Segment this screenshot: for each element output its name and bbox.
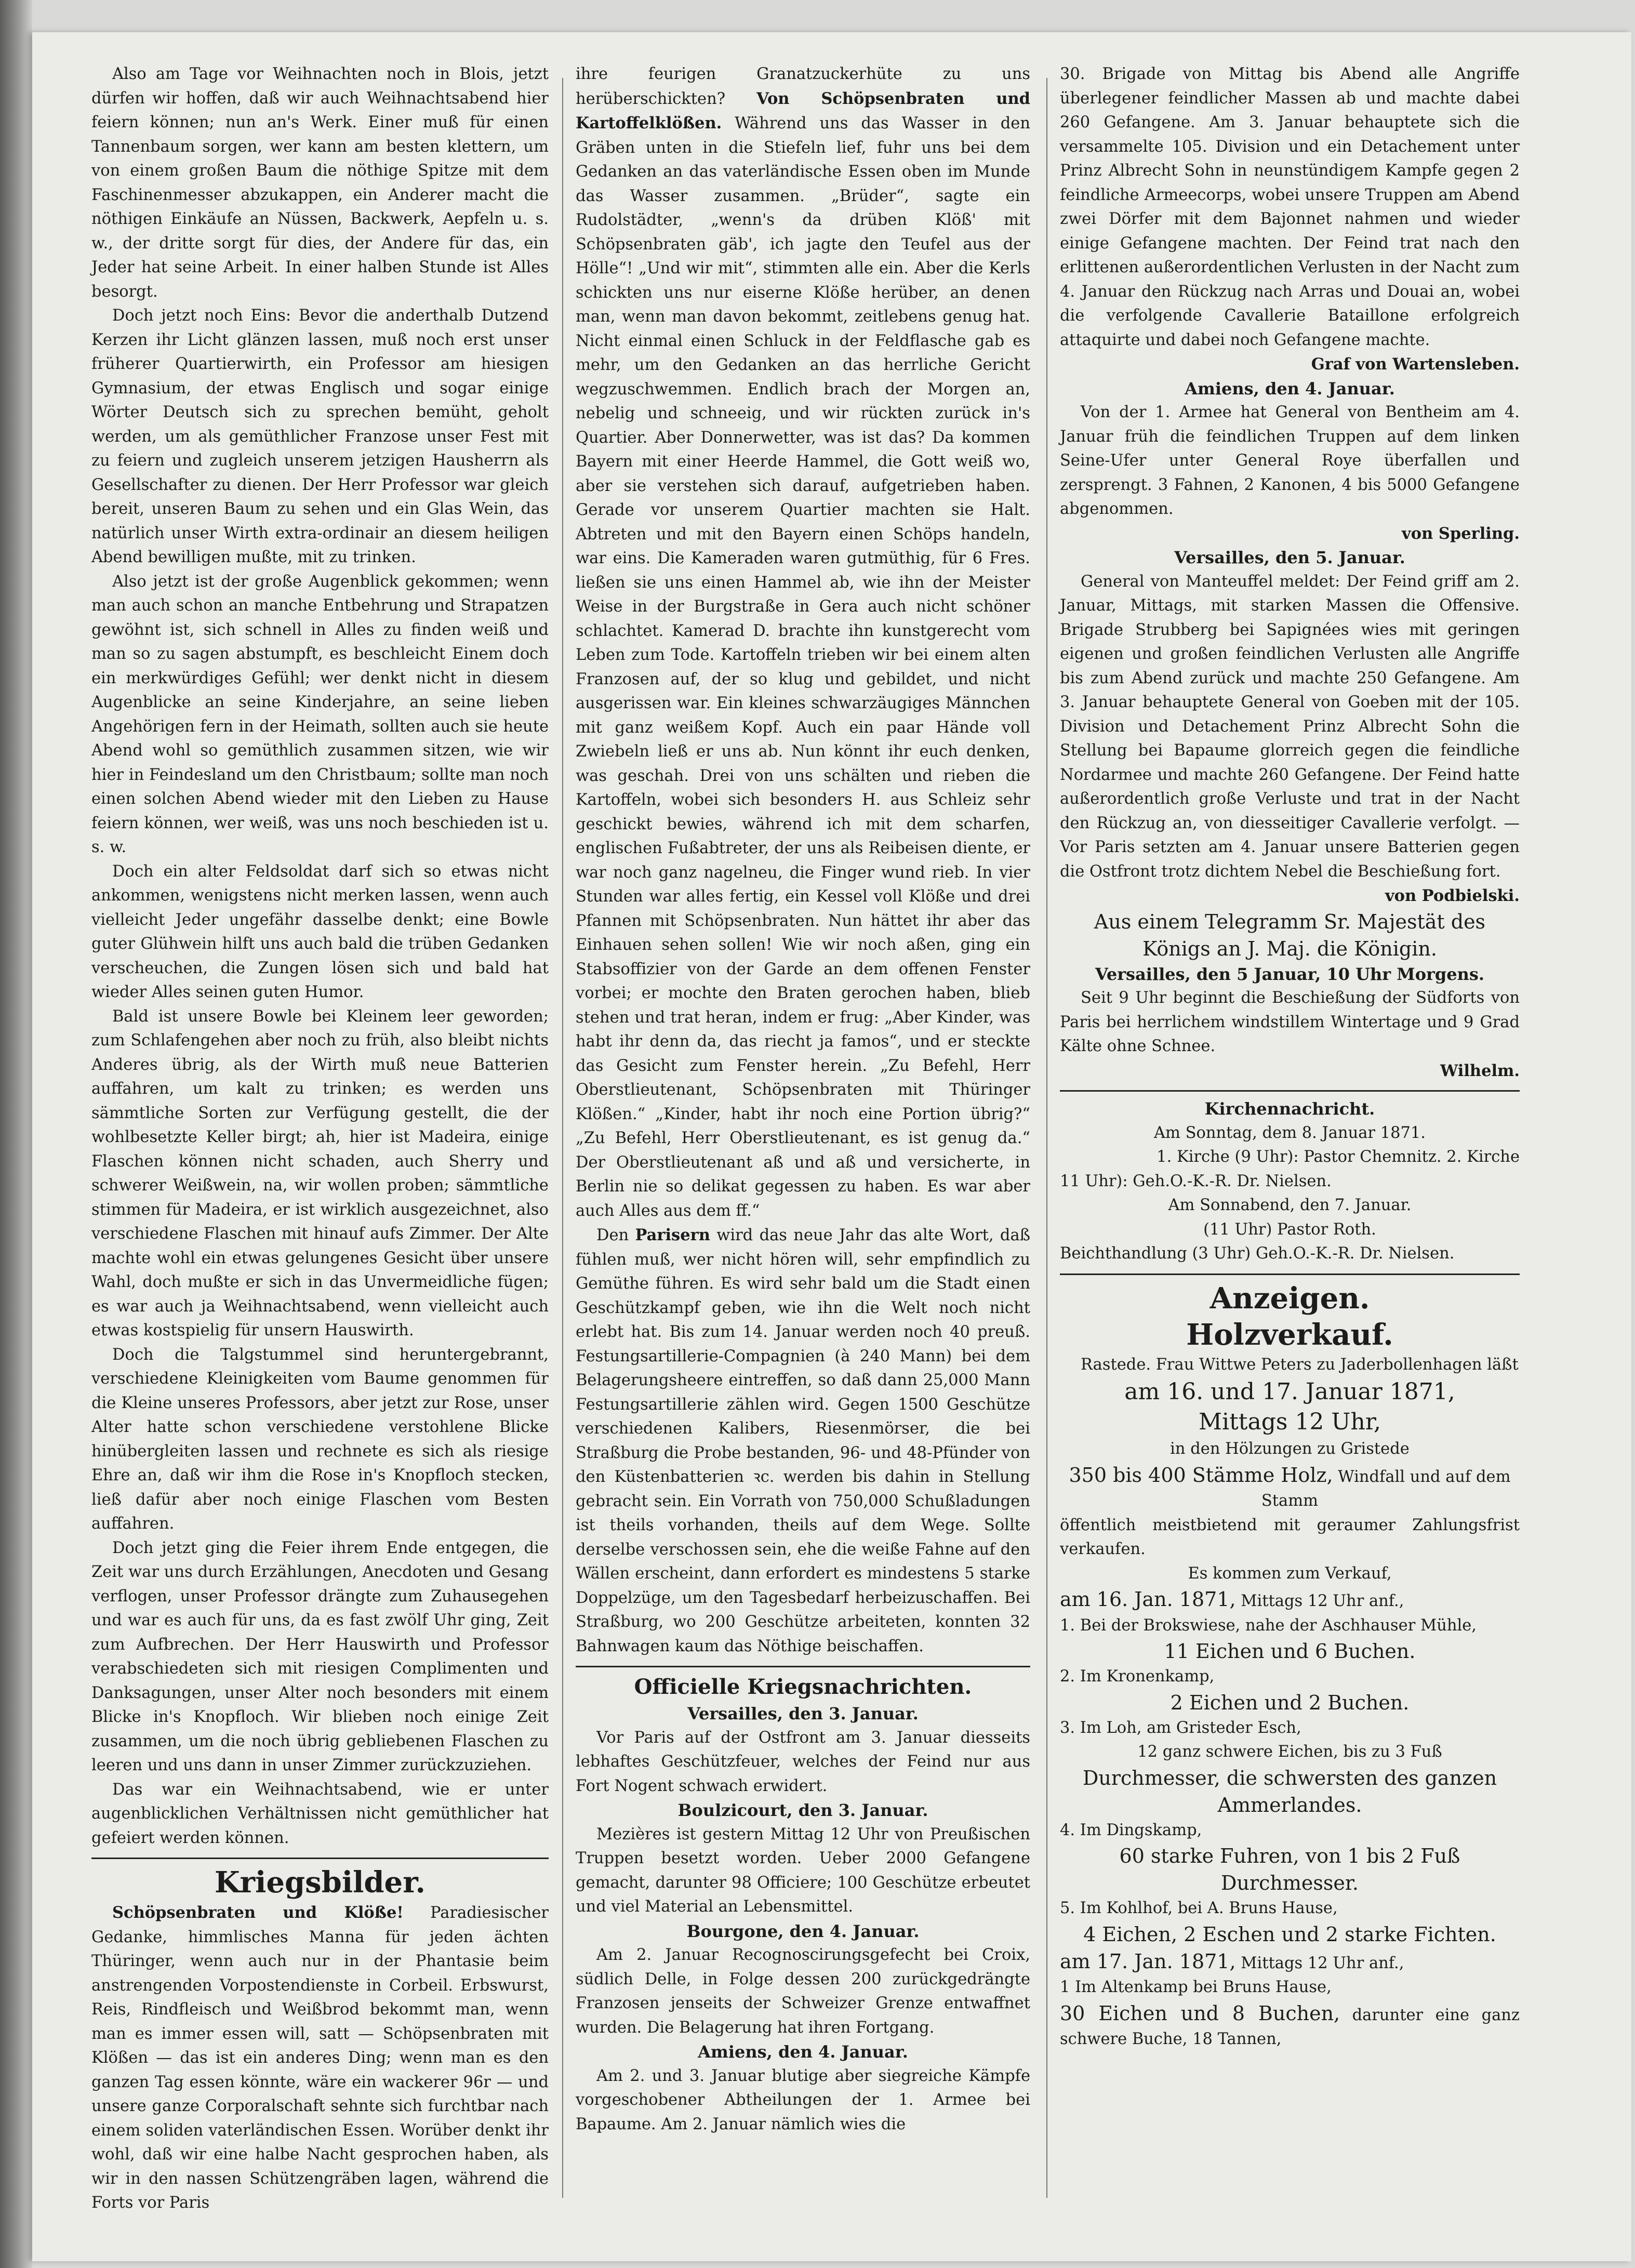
section-title-anzeigen: Anzeigen.: [1209, 1281, 1370, 1316]
ad-time: Mittags 12 Uhr,: [1198, 1409, 1381, 1435]
ad-item: 12 ganz schwere Eichen, bis zu 3 Fuß: [1137, 1743, 1442, 1761]
paragraph: Von der 1. Armee hat General von Bentheim am 4. Januar früh die feindlichen Truppen auf dem linken Seine-Ufer unter General Roye überfallen und zersprengt. 3 Fahnen, 2 Kanonen, 4 bis 5000 Gefangene abgenommen.: [1060, 403, 1520, 518]
paragraph: Doch die Talgstummel sind heruntergebrannt, verschiedene Kleinigkeiten vom Baume genommen für die Kleine unseres Professors, aber jetzt zur Rose, unser Alter hatte schon verschiedene verstohlene Blicke hinübergleiten lassen und rechnete es sich als riesige Ehre an, daß wir ihm die Rose in's Knopfloch stecken, ließ dafür aber noch einige Flaschen vom Besten auffahren.: [91, 1345, 549, 1533]
paragraph: 30. Brigade von Mittag bis Abend alle Angriffe überlegener feindlicher Massen ab und machte dabei 260 Gefangene. Am 3. Januar behauptete sich die versammelte 105. Division und ein Detachement unter Prinz Albrecht Sohn in neunstündigem Kampfe gegen 2 feindliche Armeecorps, wobei unsere Truppen am Abend zwei Dörfer mit dem Bajonnet nahmen und wieder einige Gefangene machten. Der Feind trat nach den erlittenen außerordentlichen Verlusten in der Nacht zum 4. Januar den Rückzug nach Arras und Douai an, wobei die verfolgende Cavallerie Bataillone erfolgreich attaquirte und dabei noch Gefangene machte.: [1060, 65, 1520, 349]
bold-phrase: Parisern: [635, 1226, 710, 1244]
church-line: 1. Kirche (9 Uhr): Pastor Chemnitz. 2. Kirche: [1157, 1148, 1520, 1166]
dateline: Amiens, den 4. Januar.: [1185, 378, 1395, 399]
ad-text: [1060, 1462, 1520, 1514]
section-title-official: Officielle Kriegsnachrichten.: [634, 1675, 972, 1699]
column-2: [576, 62, 1030, 2198]
section-divider: [576, 1666, 1030, 1667]
paragraph: [91, 1901, 549, 2216]
section-divider: [1060, 1090, 1520, 1092]
church-line: 11 Uhr): Geh.O.-K.-R. Dr. Nielsen.: [1060, 1172, 1332, 1190]
paragraph: Also am Tage vor Weihnachten noch in Blois, jetzt dürfen wir hoffen, daß wir auch Weihnachtsabend hier feiern können; nun an's Werk. Einer muß für einen Tannenbaum sorgen, wer kann am besten klettern, um von einem großen Baum die nöthige Spitze mit dem Faschinenmesser abzukappen, ein Anderer macht die nöthigen Einkäufe an Nüssen, Backwerk, Aepfeln u. s. w., der dritte sorgt für dies, der Andere für das, ein Jeder hat seine Arbeit. In einer halben Stunde ist Alles besorgt.: [91, 65, 549, 301]
column-1: [91, 62, 549, 2212]
ad-date: [1060, 1586, 1520, 1614]
ad-item-emphasis: 60 starke Fuhren, von 1 bis 2 Fuß Durchmesser.: [1119, 1845, 1460, 1894]
ad-date: [1060, 1948, 1520, 1976]
church-date: Am Sonntag, dem 8. Januar 1871.: [1154, 1123, 1426, 1142]
ad-text: Windfall und auf dem Stamm: [1261, 1467, 1511, 1510]
paragraph: Am 2. und 3. Januar blutige aber siegreiche Kämpfe vorgeschobener Abtheilungen der 1. Armee bei Bapaume. Am 2. Januar nämlich wies die: [576, 2066, 1030, 2133]
paragraph: [576, 62, 1030, 1223]
ad-emphasis: am 16. Jan. 1871,: [1060, 1588, 1236, 1611]
church-date: Am Sonnabend, den 7. Januar.: [1168, 1196, 1412, 1214]
church-label: Beichthandlung: [1060, 1244, 1187, 1263]
paragraph: Doch ein alter Feldsoldat darf sich so etwas nicht ankommen, wenigstens nicht merken lassen, wenn auch vielleicht Jeder ungefähr dasselbe denkt; eine Bowle guter Glühwein hilft uns auch bald die trüben Gedanken verscheuchen, die Zungen lösen sich und bald hat wieder Alles seinen guten Humor.: [91, 862, 549, 1001]
ad-item: 4. Im Dingskamp,: [1060, 1821, 1202, 1839]
ad-item: 1 Im Altenkamp bei Bruns Hause,: [1060, 1978, 1332, 1996]
ad-item-emphasis: Durchmesser, die schwersten des ganzen Ammerlandes.: [1082, 1766, 1497, 1816]
ad-text: Es kommen zum Verkauf,: [1188, 1564, 1392, 1583]
ad-text: öffentlich meistbietend mit geraumer Zahlungsfrist verkaufen.: [1060, 1516, 1520, 1558]
paragraph: [576, 1223, 1030, 1659]
signature: Graf von Wartensleben.: [1311, 355, 1520, 374]
ad-text: Mittags 12 Uhr anf.,: [1235, 1954, 1404, 1972]
ad-emphasis: 30 Eichen und 8 Buchen,: [1060, 2001, 1340, 2025]
bold-phrase: Von Schöpsenbraten und Kartoffelklößen.: [576, 89, 1030, 132]
ad-item-emphasis: 4 Eichen, 2 Eschen und 2 starke Fichten.: [1083, 1922, 1496, 1946]
paragraph: Also jetzt ist der große Augenblick gekommen; wenn man auch schon an manche Entbehrung und Strapatzen gewöhnt ist, sich schnell in Alles zu finden weiß und man so zu sagen abstumpft, es beschleicht Einem doch ein merkwürdiges Gefühl; wer denkt nicht in diesem Augenblicke an seine Kinderjahre, an seine lieben Angehörigen fern in der Heimath, sollten auch sie heute Abend wohl so gemüthlich zusammen sitzen, wie wir hier in Feindesland um den Christbaum; sollte man noch einen solchen Abend wieder mit den Lieben zu Hause feiern können, wer weiß, was uns noch beschieden ist u. s. w.: [91, 572, 549, 856]
section-divider: [91, 1858, 549, 1859]
paragraph: Das war ein Weihnachtsabend, wie er unter augenblicklichen Verhältnissen nicht gemüthlicher hat gefeiert werden können.: [91, 1780, 549, 1847]
church-line: [1060, 1242, 1520, 1266]
bold-lead: Schöpsenbraten und Klöße!: [112, 1903, 404, 1922]
section-divider: [1060, 1274, 1520, 1275]
ad-emphasis: am 17. Jan. 1871,: [1060, 1949, 1236, 1973]
dateline: Boulzicourt, den 3. Januar.: [677, 1800, 928, 1820]
dateline: Versailles, den 5. Januar.: [1174, 548, 1405, 567]
church-line: (11 Uhr) Pastor Roth.: [1203, 1220, 1376, 1239]
paragraph-text: wird das neue Jahr das alte Wort, daß fühlen muß, wer nicht hören will, sehr empfindlich zu Gemüthe führen. Es wird sehr bald um die Stadt einen Geschützkampf geben, wie ihn die Welt noch nicht erlebt hat. Bis zum 14. Januar werden noch 40 preuß. Festungsartillerie-Compagnien (à 240 Mann) bei dem Belagerungsheere eintreffen, so daß dann 25,000 Mann Festungsartillerie zählen wird. Gegen 1500 Geschütze verschiedenen Kalibers, Riesenmörser, die bei Straßburg die Probe bestanden, 96- und 48-Pfünder von den Küstenbatterien ꝛc. werden bis dahin in Stellung gebracht sein. Ein Vorrath von 750,000 Schußladungen ist theils vorhanden, theils auf dem Wege. Sollte derselbe verschossen sein, ehe die weiße Fahne auf den Wällen erscheint, dann erfordert es mindestens 5 starke Doppelzüge, um den Tagesbedarf herbeizuschaffen. Bei Straßburg, wo 200 Geschütze arbeiteten, konnten 32 Bahnwagen kaum das Nöthige beischaffen.: [576, 1226, 1031, 1655]
signature: Wilhelm.: [1440, 1061, 1520, 1080]
page-left-edge: [0, 0, 32, 2268]
ad-text: in den Hölzungen zu Gristede: [1170, 1440, 1410, 1458]
paragraph-text: Während uns das Wasser in den Gräben unten in die Stiefeln lief, fuhr uns bei dem Gedanken an das vaterländische Essen oben im Munde das Wasser zusammen. „Brüder“, sagte ein Rudolstädter, „wenn's da drüben Klöß' mit Schöpsenbraten gäb', ich jagte den Teufel aus der Hölle“! „Und wir mit“, stimmten alle ein. Aber die Kerls schickten uns nur eiserne Klöße herüber, an denen man, wenn man davon bekommt, zeitlebens genug hat. Nicht einmal einen Schluck in der Feldflasche gab es mehr, um den Gedanken an das herrliche Gericht wegzuschwemmen. Endlich brach der Morgen an, nebelig und schneeig, und wir rückten zurück in's Quartier. Aber Donnerwetter, was ist das? Da kommen Bayern mit einer Heerde Hammel, die Gott weiß wo, aber sie verstehen sich darauf, aufgetrieben haben. Gerade vor unserem Quartier machten sie Halt. Abtreten und mit den Bayern einen Schöps handeln, war eins. Die Kameraden waren gutmüthig, für 6 Fres. ließen sie uns einen Hammel ab, wie ihn der Meister Weise in der Burgstraße in Gera auch nicht schöner schlachtet. Kamerad D. brachte ihn kunstgerecht vom Leben zum Tode. Kartoffeln trieben wir bei einem alten Franzosen auf, der so klug und gebildet, und nicht ausgerissen war. Ein kleines schwarzäugiges Männchen mit ganz weißem Kopf. Auch ein paar Hände voll Zwiebeln ließ er uns ab. Nun könnt ihr euch denken, was geschah. Drei von uns schälten und rieben die Kartoffeln, wobei sich besonders H. aus Schleiz sehr geschickt bewies, während ich mit dem scharfen, englischen Fußabtreter, der uns als Reibeisen diente, er war noch ganz nagelneu, die Finger wund rieb. In vier Stunden war alles fertig, ein Kessel voll Klöße und drei Pfannen mit Schöpsenbraten. Nun hättet ihr aber das Einhauen sehen sollen! Wie wir noch aßen, ging ein Stabsoffizier von der Garde an dem offenen Fenster vorbei; er mochte den Braten gerochen haben, blieb stehen und trat heran, indem er frug: „Aber Kinder, was habt ihr denn da, das riecht ja famos“, und er steckte das Gesicht zum Fenster herein. „Zu Befehl, Herr Oberstlieutenant, Schöpsenbraten mit Thüringer Klößen.“ „Kinder, habt ihr noch eine Portion übrig?“ „Zu Befehl, Herr Oberstlieutenant, es ist genug da.“ Der Oberstlieutenant aß und aß und versicherte, in Berlin nie so delikat gegessen zu haben. Es war aber auch Alles aus dem ff.“: [576, 114, 1030, 1220]
ad-text: Mittags 12 Uhr anf.,: [1235, 1592, 1404, 1610]
ad-item-emphasis: 2 Eichen und 2 Buchen.: [1170, 1691, 1410, 1714]
ad-item: [1060, 2000, 1520, 2052]
paragraph-text: ihre feurigen Granatzuckerhüte zu uns herüberschickten?: [576, 65, 1030, 108]
church-text: (3 Uhr) Geh.O.-K.-R. Dr. Nielsen.: [1192, 1244, 1455, 1263]
paragraph-text: Den: [596, 1226, 635, 1244]
section-title-kriegsbilder: Kriegsbilder.: [214, 1865, 426, 1900]
ad-date: am 16. und 17. Januar 1871,: [1124, 1378, 1455, 1405]
dateline: Bourgone, den 4. Januar.: [686, 1921, 920, 1941]
column-rule: [1046, 78, 1047, 2198]
ad-item-emphasis: 11 Eichen und 6 Buchen.: [1164, 1640, 1416, 1663]
paragraph: Seit 9 Uhr beginnt die Beschießung der Südforts von Paris bei herrlichem windstillem Wintertage und 9 Grad Kälte ohne Schnee.: [1060, 989, 1520, 1055]
ad-item: 2. Im Kronenkamp,: [1060, 1667, 1215, 1686]
ad-text: Rastede. Frau Wittwe Peters zu Jaderbollenhagen läßt: [1081, 1355, 1519, 1374]
paragraph: General von Manteuffel meldet: Der Feind griff am 2. Januar, Mittags, mit starken Massen die Offensive. Brigade Strubberg bei Sapignées wies mit geringen eigenen und großen feindlichen Verlusten alle Angriffe bis zum Abend zurück und machte 250 Gefangene. Am 3. Januar behauptete General von Goeben mit der 105. Division und Detachement Prinz Albrecht Sohn die Stellung bei Bapaume glorreich gegen die feindliche Nordarmee und machte 260 Gefangene. Der Feind hatte außerordentlich große Verluste und trat in der Nacht den Rückzug an, von diesseitiger Cavallerie verfolgt. — Vor Paris setzten am 4. Januar unsere Batterien gegen die Ostfront trotz dichtem Nebel die Beschießung fort.: [1060, 572, 1520, 881]
dateline: Versailles, den 3. Januar.: [687, 1704, 919, 1723]
column-3: [1060, 62, 1520, 2198]
section-title-kirche: Kirchennachricht.: [1204, 1099, 1375, 1119]
ad-item: 5. Im Kohlhof, bei A. Bruns Hause,: [1060, 1899, 1338, 1917]
dateline: Versailles, den 5 Januar, 10 Uhr Morgens.: [1095, 964, 1485, 984]
ad-emphasis: 350 bis 400 Stämme Holz,: [1069, 1463, 1333, 1487]
paragraph: Doch jetzt noch Eins: Bevor die anderthalb Dutzend Kerzen ihr Licht glänzen lassen, muß noch erst unser früherer Quartierwirth, ein Professor am hiesigen Gymnasium, der etwas Englisch und sogar einige Wörter Deutsch sich zu sprechen bemüht, geholt werden, um als gemüthlicher Franzose unser Fest mit zu feiern und zugleich unserem jetzigen Hausherrn als Gesellschafter zu dienen. Der Herr Professor war gleich bereit, unseren Baum zu sehen und ein Glas Wein, das natürlich unser Wirth extra-ordinair an diesem heiligen Abend bewilligen mußte, mit zu trinken.: [91, 307, 549, 566]
paragraph: Mezières ist gestern Mittag 12 Uhr von Preußischen Truppen besetzt worden. Ueber 2000 Gefangene gemacht, darunter 98 Officiere; 100 Geschütze erbeutet und viel Material an Lebensmittel.: [576, 1825, 1030, 1916]
paragraph: Vor Paris auf der Ostfront am 3. Januar diesseits lebhaftes Geschützfeuer, welches der Feind nur aus Fort Nogent schwach erwidert.: [576, 1728, 1030, 1795]
ad-text: darunter eine ganz schwere Buche, 18 Tannen,: [1060, 2006, 1520, 2048]
paragraph-text: Paradiesischer Gedanke, himmlisches Manna für jeden ächten Thüringer, wenn auch nur in der Phantasie beim anstrengenden Vorpostendienste in Corbeil. Erbswurst, Reis, Rindfleisch und Weißbrod bekommt man, wenn man es immer essen will, satt — Schöpsenbraten mit Klößen — das ist ein anderes Ding; wenn man es den ganzen Tag essen könnte, wäre ein wackerer 96r — und unsere ganze Corporalschaft sehnte sich furchtbar nach einem soliden vaterländischen Essen. Worüber denkt ihr wohl, daß wir eine halbe Nacht gesprochen haben, als wir in den nassen Schützengräben lagen, während die Forts vor Paris: [91, 1904, 549, 2212]
telegram-title: Aus einem Telegramm Sr. Majestät des Königs an J. Maj. die Königin.: [1094, 910, 1486, 960]
paragraph: Am 2. Januar Recognoscirungsgefecht bei Croix, südlich Delle, in Folge dessen 200 zurückgedrängte Franzosen jenseits der Schweizer Grenze entwaffnet wurden. Die Belagerung hat ihren Fortgang.: [576, 1946, 1030, 2037]
dateline: Amiens, den 4. Januar.: [698, 2042, 908, 2062]
paragraph: Bald ist unsere Bowle bei Kleinem leer geworden; zum Schlafengehen aber noch zu früh, also bleibt nichts Anderes übrig, als der Wirth muß neue Batterien auffahren, um kalt zu trinken; es werden uns sämmtliche Sorten zur Verfügung gestellt, die der wohlbesetzte Keller birgt; ah, hier ist Madeira, einige Flaschen können nicht schaden, auch Sherry und schwerer Weißwein, na, wir wollen proben; sämmtliche stimmen für Madeira, er ist wirklich ausgezeichnet, also verschiedene Flaschen mit hinauf aufs Zimmer. Der Alte machte wohl ein etwas gelungenes Gesicht über unsere Wahl, doch mußte er sich in das Unvermeidliche fügen; es war auch ja Weihnachtsabend, wenn vielleicht auch etwas kostspielig für unsern Hauswirth.: [91, 1007, 549, 1339]
signature: von Podbielski.: [1385, 886, 1520, 905]
paragraph: Doch jetzt ging die Feier ihrem Ende entgegen, die Zeit war uns durch Erzählungen, Anecdoten und Gesang verflogen, unser Professor drängte zum Zuhausegehen und war es auch für uns, da es fast zwölf Uhr ging, Zeit zum Aufbrechen. Der Herr Hauswirth und Professor verabschiedeten sich mit riesigen Complimenten und Danksagungen, unser Alter noch besonders mit einem Blicke in's Knopfloch. Wir blieben noch einige Zeit zusammen, um die noch übrig gebliebenen Flaschen zu leeren und uns dann in unser Zimmer zurückzuziehen.: [91, 1538, 549, 1774]
column-rule: [562, 78, 563, 2198]
signature: von Sperling.: [1402, 524, 1520, 543]
ad-item: 1. Bei der Brokswiese, nahe der Aschhauser Mühle,: [1060, 1616, 1477, 1635]
ad-item: 3. Im Loh, am Gristeder Esch,: [1060, 1718, 1301, 1737]
ad-title-holzverkauf: Holzverkauf.: [1186, 1317, 1393, 1352]
